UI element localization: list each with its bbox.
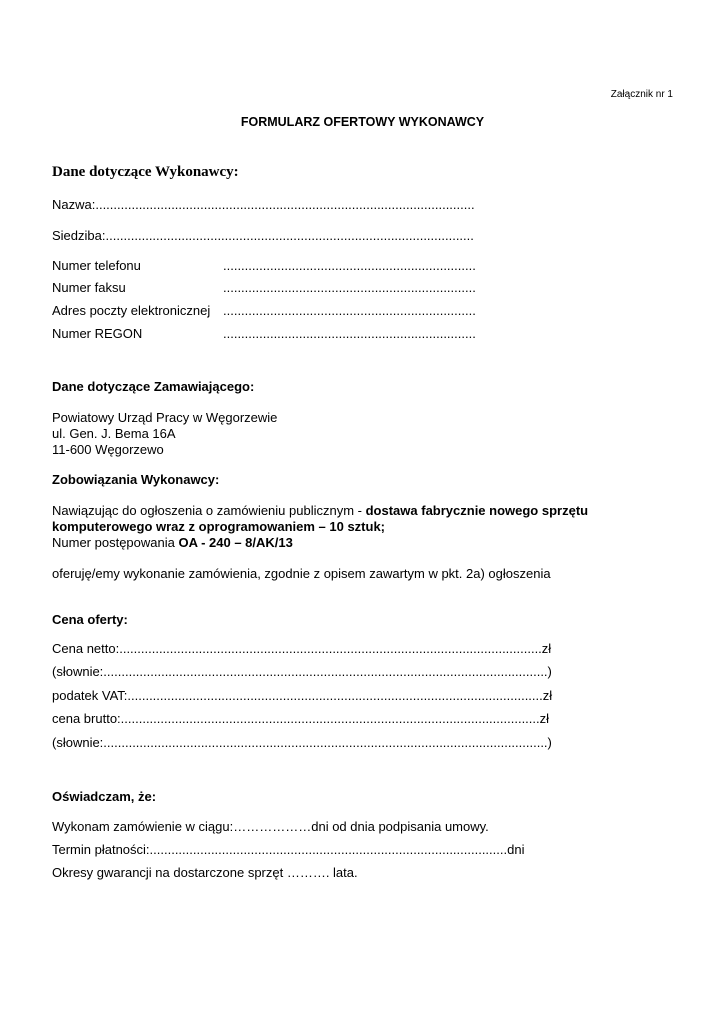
obligations-intro-line (52, 503, 588, 518)
case-number: OA - 240 – 8/AK/13 (178, 535, 293, 550)
annex-label: Załącznik nr 1 (610, 89, 673, 100)
form-title: FORMULARZ OFERTOWY WYKONAWCY (240, 115, 485, 129)
email-value: ...................................................................... (223, 303, 476, 318)
net-price-line: Cena netto:.....................................................................................................................zł (52, 641, 552, 656)
case-label: Numer postępowania (52, 535, 179, 550)
phone-label: Numer telefonu (52, 258, 141, 273)
gross-price-words-line: (słownie:...........................................................................................................................) (52, 735, 552, 750)
client-city: 11-600 Węgorzewo (52, 442, 164, 457)
phone-value: ...................................................................... (223, 258, 476, 273)
completion-time-line: Wykonam zamówienie w ciągu:………………dni od dnia podpisania umowy. (52, 819, 489, 834)
declaration-heading: Oświadczam, że: (52, 789, 157, 804)
order-subject-1: dostawa fabrycznie nowego sprzętu (365, 503, 589, 518)
case-number-line (52, 535, 293, 550)
client-street: ul. Gen. J. Bema 16A (52, 426, 176, 441)
gross-price-line: cena brutto:....................................................................................................................zł (52, 711, 550, 726)
client-name: Powiatowy Urząd Pracy w Węgorzewie (52, 410, 278, 425)
regon-label: Numer REGON (52, 326, 143, 341)
fax-label: Numer faksu (52, 280, 126, 295)
order-subject-2: komputerowego wraz z oprogramowaniem – 10 sztuk; (52, 519, 386, 534)
vat-line: podatek VAT:...................................................................................................................zł (52, 688, 553, 703)
price-heading: Cena oferty: (52, 612, 128, 627)
contractor-heading: Dane dotyczące Wykonawcy: (52, 164, 239, 180)
offer-text: oferuję/emy wykonanie zamówienia, zgodnie z opisem zawartym w pkt. 2a) ogłoszenia (52, 566, 551, 581)
regon-value: ...................................................................... (223, 326, 476, 341)
client-heading: Dane dotyczące Zamawiającego: (52, 379, 255, 394)
obligations-heading: Zobowiązania Wykonawcy: (52, 472, 220, 487)
email-label: Adres poczty elektronicznej (52, 303, 211, 318)
fax-value: ...................................................................... (223, 280, 476, 295)
contractor-name-line: Nazwa:......................................................................................................... (52, 197, 475, 212)
net-price-words-line: (słownie:...........................................................................................................................) (52, 664, 552, 679)
contractor-seat-line: Siedziba:...................................................................................................... (52, 228, 474, 243)
obligations-intro: Nawiązując do ogłoszenia o zamówieniu publicznym - (52, 503, 366, 518)
payment-term-line: Termin płatności:...................................................................................................dni (52, 842, 525, 857)
warranty-line: Okresy gwarancji na dostarczone sprzęt ………. lata. (52, 865, 358, 880)
